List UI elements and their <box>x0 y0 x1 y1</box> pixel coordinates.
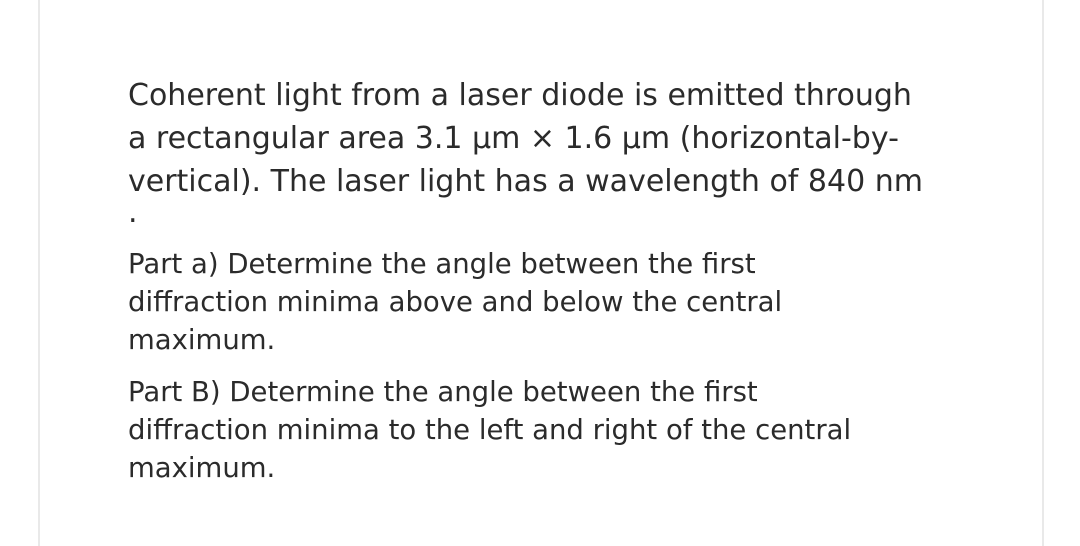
part-a-line: diffraction minima above and below the central <box>128 286 783 318</box>
part-b-line: Part B) Determine the angle between the first <box>128 376 758 408</box>
left-border-divider <box>38 0 40 546</box>
part-a-question <box>128 245 1028 359</box>
problem-content <box>128 74 1028 487</box>
problem-statement <box>128 74 1028 203</box>
part-a-line: Part a) Determine the angle between the first <box>128 248 756 280</box>
statement-line: Coherent light from a laser diode is emitted through <box>128 78 912 113</box>
trailing-period: . <box>128 195 138 230</box>
statement-line: vertical). The laser light has a wavelength of 840 nm <box>128 164 923 199</box>
right-border-divider <box>1042 0 1044 546</box>
statement-line: a rectangular area 3.1 μm × 1.6 μm (horizontal-by- <box>128 121 899 156</box>
part-a-line: maximum. <box>128 324 276 356</box>
part-b-question <box>128 373 1028 487</box>
part-b-line: diffraction minima to the left and right of the central <box>128 414 852 446</box>
part-b-line: maximum. <box>128 452 276 484</box>
